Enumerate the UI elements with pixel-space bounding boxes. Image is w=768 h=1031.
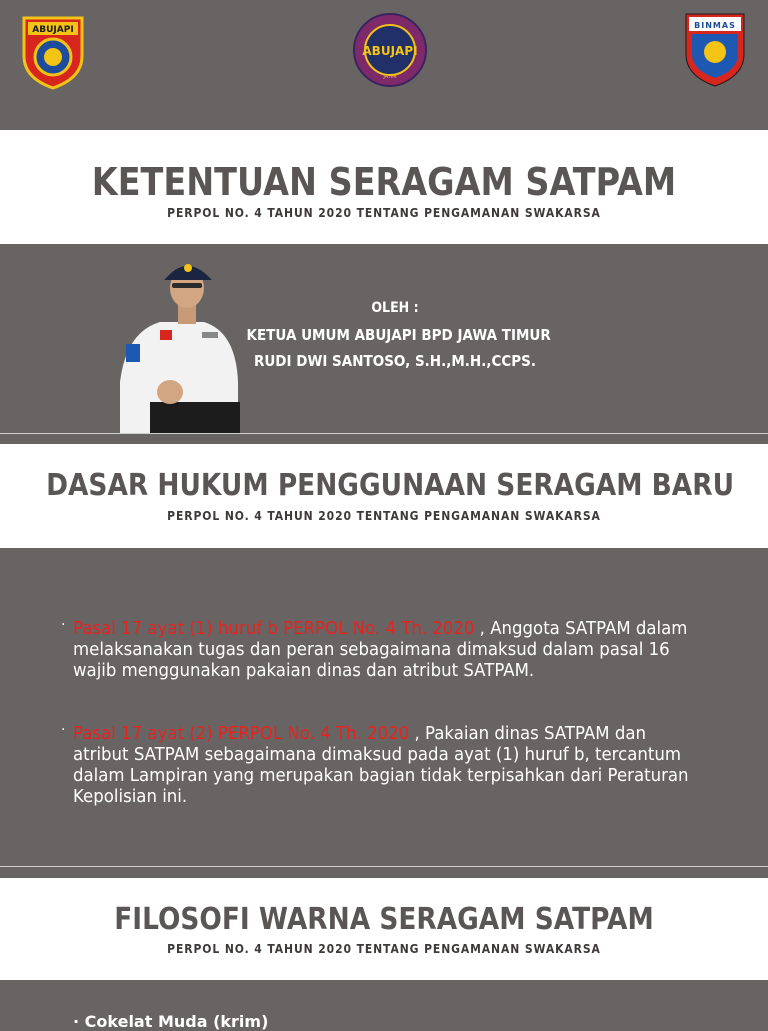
author-section [0,244,768,432]
slide2-content [0,548,768,866]
author-by-label: OLEH : [371,300,419,316]
round-logo-jatim: JATIM [383,74,397,80]
item1-reference: Pasal 17 ayat (1) huruf b PERPOL No. 4 Th. 2020 [73,618,475,639]
author-info [230,300,560,370]
logo-header [0,0,768,130]
slide2-title-band [0,444,768,548]
abujapi-jatim-round-logo [352,12,428,88]
item1-line3: wajib menggunakan pakaian dinas dan atribut SATPAM. [73,660,535,681]
item2-reference: Pasal 17 ayat (2) PERPOL No. 4 Th. 2020 [73,723,410,744]
slide1-title-band [0,130,768,244]
binmas-shield-logo [682,10,748,88]
slide3-subtitle: PERPOL NO. 4 TAHUN 2020 TENTANG PENGAMANAN SWAKARSA [167,942,601,956]
slide2-title: DASAR HUKUM PENGGUNAAN SERAGAM BARU [46,468,735,503]
round-logo-label: ABUJAPI [362,44,418,58]
abujapi-shield-label: ABUJAPI [32,25,74,35]
item2-line2: atribut SATPAM sebagaimana dimaksud pada ayat (1) huruf b, tercantum [73,744,681,765]
bullet-marker: · [61,617,66,633]
item1-line1-rest: , Anggota SATPAM dalam [474,618,688,639]
color-philosophy-item: · Cokelat Muda (krim) [73,1012,269,1031]
slide3-title-band [0,878,768,980]
item2-line1 [73,723,680,744]
item2-line1-rest: , Pakaian dinas SATPAM dan [409,723,646,744]
legal-basis-item-1 [61,617,733,681]
slide-divider [0,433,768,434]
item2-line4: Kepolisian ini. [73,786,188,807]
slide1-title: KETENTUAN SERAGAM SATPAM [91,160,677,204]
author-position: KETUA UMUM ABUJAPI BPD JAWA TIMUR [246,326,551,344]
legal-basis-item-2 [61,722,733,807]
item1-line2: melaksanakan tugas dan peran sebagaimana dimaksud dalam pasal 16 [73,639,670,660]
author-photo [120,252,242,434]
binmas-label: BINMAS [694,21,736,30]
abujapi-shield-logo [20,12,86,90]
slide2-subtitle: PERPOL NO. 4 TAHUN 2020 TENTANG PENGAMANAN SWAKARSA [167,509,601,523]
item2-line3: dalam Lampiran yang merupakan bagian tidak terpisahkan dari Peraturan [73,765,689,786]
bullet-marker: · [61,722,66,738]
slide1-subtitle: PERPOL NO. 4 TAHUN 2020 TENTANG PENGAMANAN SWAKARSA [167,206,601,220]
author-name: RUDI DWI SANTOSO, S.H.,M.H.,CCPS. [253,352,537,370]
slide-divider [0,866,768,867]
slide3-title: FILOSOFI WARNA SERAGAM SATPAM [114,902,654,937]
item1-line1 [73,618,688,639]
